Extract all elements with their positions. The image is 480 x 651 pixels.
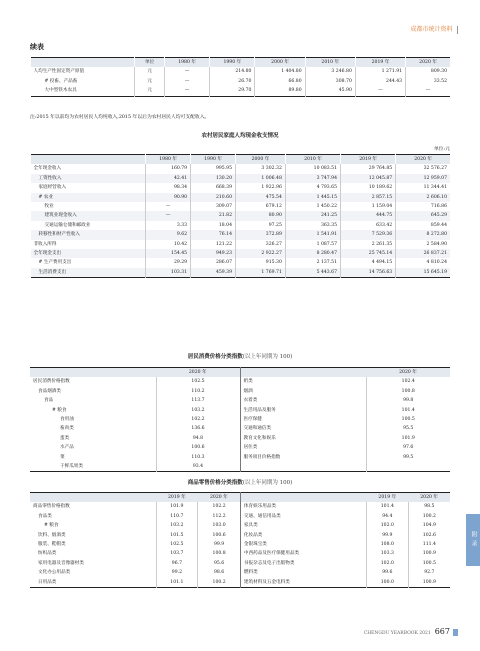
table-cell: 136.6 <box>156 424 240 433</box>
table-cell: 113.7 <box>156 396 240 405</box>
table-cell: 100.6 <box>156 443 240 452</box>
table-cell: — <box>146 211 191 220</box>
table-cell: 中西药品及医疗保健用品类 <box>240 549 366 558</box>
cpi-table <box>30 367 450 472</box>
header-cell: 2020 年 <box>408 493 450 503</box>
table-cell: 商品零售价格指数 <box>33 504 70 510</box>
table-cell: 3.33 <box>146 221 191 230</box>
table-cell: 3 747.94 <box>285 174 340 183</box>
table-cell: 人均生产性固定资产原值 <box>33 69 85 75</box>
table-cell: 2 606.10 <box>396 193 450 202</box>
header-cell <box>30 368 156 378</box>
table-cell: 160.79 <box>146 164 191 173</box>
table-cell: 98.5 <box>408 502 450 511</box>
fixed-assets-table <box>30 57 450 97</box>
table-cell: 2 137.51 <box>285 258 340 267</box>
appendix-side-tab: 附录 <box>466 514 480 566</box>
table-cell: 32 576.27 <box>396 164 450 173</box>
table-cell: 食品类 <box>38 513 52 519</box>
retail-title: 商品零售价格分类指数 <box>187 480 243 486</box>
table-row <box>31 230 451 239</box>
table-cell: 716.86 <box>396 202 450 211</box>
running-header <box>410 24 458 34</box>
table-row <box>30 559 450 568</box>
table-cell: 2 261.35 <box>341 240 396 249</box>
table-row <box>30 396 450 405</box>
table-cell: 生活用品及服务 <box>240 406 366 415</box>
table-cell: 牧业 <box>44 204 54 210</box>
table-cell: 97.6 <box>366 443 450 452</box>
table-cell: 94.8 <box>156 434 240 443</box>
table-row <box>31 77 451 86</box>
table-cell: 101.9 <box>366 434 450 443</box>
table-cell: 11 344.41 <box>396 183 450 192</box>
table-cell: 烟酒 <box>240 387 366 396</box>
header-cell: 2020 年 <box>366 368 450 378</box>
table-cell: 809.30 <box>406 67 450 76</box>
table-cell: 309.07 <box>191 202 236 211</box>
table-cell: 859.44 <box>396 221 450 230</box>
table-cell: 99.5 <box>366 453 450 462</box>
table-cell: 食品烟酒类 <box>38 388 61 394</box>
table-cell: 12 045.87 <box>341 174 396 183</box>
table-cell: 90.90 <box>146 193 191 202</box>
table-row <box>30 377 450 386</box>
table-cell: 110.7 <box>156 512 198 521</box>
table-row <box>30 568 450 577</box>
continued-title: 续表 <box>30 42 44 51</box>
cpi-subtitle: (以上年同期为 100) <box>242 354 293 360</box>
table-cell: 76.14 <box>191 230 236 239</box>
table-cell: 103.3 <box>366 549 408 558</box>
table-cell: 102.4 <box>366 377 450 386</box>
table-cell: 建筑业现金收入 <box>44 213 77 219</box>
footer-marker <box>453 629 458 636</box>
table-cell: 25 745.14 <box>341 249 396 258</box>
table-cell: 101.5 <box>156 531 198 540</box>
table-cell: 水产品 <box>60 445 74 451</box>
header-cell: 单位 <box>135 58 165 68</box>
table-cell: 元 <box>135 67 165 76</box>
table-row <box>31 258 451 267</box>
header-cell: 2000 年 <box>236 155 286 165</box>
table-cell: 全年现金收入 <box>33 166 62 172</box>
table-cell: — <box>406 86 450 96</box>
table-row <box>31 86 451 96</box>
table-cell: 45.90 <box>305 86 355 96</box>
table-cell: 100.9 <box>408 549 450 558</box>
table-cell: 98.34 <box>146 183 191 192</box>
section-title-cpi <box>0 352 480 360</box>
table-cell: 100.5 <box>366 415 450 424</box>
table-row <box>30 540 450 549</box>
header-cell: 2019 年 <box>341 155 396 165</box>
table-cell: 大中型铁木农具 <box>44 88 77 94</box>
table-cell: 95.6 <box>198 559 241 568</box>
table-cell: 112.2 <box>198 512 241 521</box>
table-cell: 4 793.65 <box>285 183 340 192</box>
table-row <box>30 462 450 472</box>
table-cell: 100.2 <box>198 578 241 588</box>
table-header-row <box>30 493 450 503</box>
table-cell: 679.12 <box>236 202 286 211</box>
table-row <box>30 406 450 415</box>
table-cell: 9.62 <box>146 230 191 239</box>
table-cell: 畜肉类 <box>60 426 74 432</box>
table-cell: 80.90 <box>236 211 286 220</box>
table-row <box>30 424 450 433</box>
table-cell: 奶类 <box>240 377 366 386</box>
table-row <box>31 174 451 183</box>
table-cell: 241.25 <box>285 211 340 220</box>
table-cell: 33.52 <box>406 77 450 86</box>
table-row <box>31 240 451 249</box>
table-cell: 2 922.27 <box>236 249 286 258</box>
table-cell: # 农业 <box>38 194 53 200</box>
table-cell: 103.2 <box>156 406 240 415</box>
table-row <box>31 164 451 173</box>
header-cell: 1980 年 <box>146 155 191 165</box>
table-cell: 29.70 <box>210 86 255 96</box>
table-row <box>30 443 450 452</box>
table-cell: 104.9 <box>408 521 450 530</box>
retail-subtitle: (以上年同期为 100) <box>242 480 293 486</box>
header-cell: 1980 年 <box>164 58 209 68</box>
table-cell: 蛋类 <box>60 435 70 441</box>
table-cell: 1 450.22 <box>285 202 340 211</box>
table-cell: 居住类 <box>240 443 366 452</box>
table-cell: 102.0 <box>366 521 408 530</box>
table-cell: 建筑材料及五金电料类 <box>240 578 366 588</box>
table-cell: 化妆品类 <box>240 531 366 540</box>
table-cell: 101.1 <box>156 578 198 588</box>
table-cell: 1 404.80 <box>255 67 305 76</box>
table-cell: 3 302.32 <box>236 164 286 173</box>
table-cell: 2 584.90 <box>396 240 450 249</box>
table-cell: 633.42 <box>341 221 396 230</box>
table-cell: 全年现金支出 <box>33 251 62 257</box>
table-cell: 15 645.19 <box>396 268 450 278</box>
table-cell: 110.3 <box>156 453 240 462</box>
table-cell: 服务项目价格指数 <box>240 453 366 462</box>
table-cell: 949.23 <box>191 249 236 258</box>
table-cell: 100.8 <box>198 549 241 558</box>
table-row <box>31 183 451 192</box>
table-cell: 1 271.91 <box>355 67 405 76</box>
table-cell: 交通、通信用品类 <box>240 512 366 521</box>
table-cell: 645.29 <box>396 211 450 220</box>
table-cell: — <box>164 77 209 86</box>
header-cell: 2020 年 <box>406 58 450 68</box>
table-cell: 教育文化和娱乐 <box>240 434 366 443</box>
table-cell: # 役畜、产品畜 <box>44 78 78 84</box>
table-cell: 101.4 <box>366 406 450 415</box>
table-cell: 8 280.47 <box>285 249 340 258</box>
table-cell: 日用品类 <box>38 579 57 585</box>
table-row <box>30 578 450 588</box>
table-row <box>30 521 450 530</box>
table-cell: 非收入所得 <box>33 241 57 247</box>
table-cell: 103.31 <box>146 268 191 278</box>
running-title: 成都市统计资料 <box>410 26 453 33</box>
table-cell: 444.75 <box>341 211 396 220</box>
table-cell: 转移性和财产性收入 <box>38 232 80 238</box>
table-cell <box>366 462 450 472</box>
unit-label: 单位:元 <box>433 147 450 152</box>
table-cell: 10.42 <box>146 240 191 249</box>
table-cell: 工资性收入 <box>38 175 62 181</box>
table-note: 注:2015 年以前均为农村居民人均纯收入,2015 年以后为农村居民人均可支配收入。 <box>30 115 210 120</box>
table-row <box>31 268 451 278</box>
table-cell: 1 922.96 <box>236 183 286 192</box>
cash-income-table <box>30 154 450 278</box>
table-cell: 308.70 <box>305 77 355 86</box>
table-cell: 108.0 <box>366 540 408 549</box>
table-cell: # 粮食 <box>44 523 59 529</box>
table-cell: 99.6 <box>366 568 408 577</box>
header-cell: 2020 年 <box>198 493 241 503</box>
header-cell: 1990 年 <box>210 58 255 68</box>
table-cell: 纺织品类 <box>38 551 57 557</box>
table-cell: 326.27 <box>236 240 286 249</box>
header-cell: 2020 年 <box>156 368 240 378</box>
table-cell: 363.35 <box>285 221 340 230</box>
table-cell: 18.04 <box>191 221 236 230</box>
table-cell: 475.54 <box>236 193 286 202</box>
table-cell: 100.2 <box>408 512 450 521</box>
header-cell: 1990 年 <box>191 155 236 165</box>
table-row <box>31 193 451 202</box>
table-cell: 服装、鞋帽类 <box>38 542 66 548</box>
table-cell: 金银珠宝类 <box>240 540 366 549</box>
cpi-title: 居民消费价格分类指数 <box>187 354 243 360</box>
table-cell: 1 087.57 <box>285 240 340 249</box>
table-cell: 生活消费支出 <box>38 269 67 275</box>
table-cell: 食用油 <box>60 417 74 423</box>
table-cell: # 粮食 <box>52 407 67 413</box>
header-cell <box>240 493 366 503</box>
table-row <box>30 512 450 521</box>
table-cell: 100.0 <box>366 578 408 588</box>
table-cell: 102.0 <box>366 559 408 568</box>
table-cell: 915.30 <box>236 258 286 267</box>
table-cell: 98.6 <box>198 568 241 577</box>
table-cell: 家庭经营收入 <box>38 185 67 191</box>
page-number: 667 <box>434 627 450 636</box>
table-cell: 10 189.62 <box>341 183 396 192</box>
table-cell: 体育娱乐用品类 <box>240 502 366 511</box>
table-cell: 26.70 <box>210 77 255 86</box>
table-cell: 89.80 <box>255 86 305 96</box>
table-row <box>31 67 451 76</box>
table-row <box>31 249 451 258</box>
table-cell: 154.45 <box>146 249 191 258</box>
table-row <box>31 221 451 230</box>
header-cell <box>240 368 366 378</box>
header-cell: 2019 年 <box>355 58 405 68</box>
table-cell: 94.4 <box>366 512 408 521</box>
header-cell: 2010 年 <box>305 58 355 68</box>
table-cell: 家具类 <box>240 521 366 530</box>
table-row <box>30 387 450 396</box>
table-cell: 102.2 <box>198 502 241 511</box>
table-row <box>31 202 451 211</box>
table-cell: 210.60 <box>191 193 236 202</box>
header-cell <box>31 58 135 68</box>
page-footer <box>364 627 458 636</box>
footer-book: CHENGDU YEARBOOK 2021 <box>363 631 431 636</box>
table-cell: 99.9 <box>366 531 408 540</box>
table-header-row <box>31 155 451 165</box>
table-cell: — <box>146 202 191 211</box>
table-cell: 995.95 <box>191 164 236 173</box>
header-cell <box>31 155 146 165</box>
table-cell: 102.6 <box>408 531 450 540</box>
header-cell: 2000 年 <box>255 58 305 68</box>
table-header-row <box>30 368 450 378</box>
table-cell: 102.5 <box>156 540 198 549</box>
table-cell: 286.07 <box>191 258 236 267</box>
table-cell: 102.2 <box>156 415 240 424</box>
table-cell: 99.8 <box>366 396 450 405</box>
table-cell: 100.6 <box>198 531 241 540</box>
table-cell: 12 959.07 <box>396 174 450 183</box>
table-row <box>31 211 451 220</box>
table-cell: 2 857.15 <box>341 193 396 202</box>
header-cell <box>30 493 156 503</box>
table-cell: — <box>164 67 209 76</box>
table-cell: 110.2 <box>156 387 240 396</box>
table-cell: 372.89 <box>236 230 286 239</box>
table-cell: 燃料类 <box>240 568 366 577</box>
table-row <box>30 531 450 540</box>
table-cell: 10 083.51 <box>285 164 340 173</box>
table-cell: 103.0 <box>198 521 241 530</box>
table-cell: 元 <box>135 77 165 86</box>
table-cell: 1 159.04 <box>341 202 396 211</box>
table-cell: 元 <box>135 86 165 96</box>
table-cell: 衣着类 <box>240 396 366 405</box>
table-cell <box>240 462 366 472</box>
table-cell: 家用电器及音像器材类 <box>38 560 84 566</box>
table-cell: 1 769.71 <box>236 268 286 278</box>
header-cell: 2019 年 <box>366 493 408 503</box>
table-cell: 4 810.24 <box>396 258 450 267</box>
table-cell: 1 006.48 <box>236 174 286 183</box>
table-row <box>30 415 450 424</box>
table-cell: 1 541.91 <box>285 230 340 239</box>
table-cell: 103.7 <box>156 549 198 558</box>
table-cell: 文化办公用品类 <box>38 570 71 576</box>
table-header-row <box>31 58 451 68</box>
table-cell: 29.29 <box>146 258 191 267</box>
table-cell: 14 756.63 <box>341 268 396 278</box>
table-cell: 29 764.85 <box>341 164 396 173</box>
table-cell: 92.7 <box>408 568 450 577</box>
table-cell: 101.9 <box>156 502 198 511</box>
table-cell: 101.4 <box>366 502 408 511</box>
table-row <box>30 549 450 558</box>
header-cell: 2020 年 <box>396 155 450 165</box>
table-cell: 668.39 <box>191 183 236 192</box>
table-cell: 99.9 <box>198 540 241 549</box>
table-cell: 214.80 <box>210 67 255 76</box>
table-cell: 干鲜瓜果类 <box>60 464 83 470</box>
table-row <box>30 453 450 462</box>
table-cell: 21.82 <box>191 211 236 220</box>
table-cell: 111.4 <box>408 540 450 549</box>
table-cell: 7 529.36 <box>341 230 396 239</box>
table-cell: 100.5 <box>408 559 450 568</box>
table-cell: 菜 <box>60 454 65 460</box>
table-cell: 97.25 <box>236 221 286 230</box>
table-row <box>30 434 450 443</box>
table-cell: 饮料、烟酒类 <box>38 532 66 538</box>
table-cell: 103.2 <box>156 521 198 530</box>
table-cell: 食品 <box>44 398 54 404</box>
table-cell: 459.39 <box>191 268 236 278</box>
table-cell: 93.4 <box>156 462 240 472</box>
table-cell: 交通和通信类 <box>240 424 366 433</box>
header-cell: 2019 年 <box>156 493 198 503</box>
table-cell: 8 272.80 <box>396 230 450 239</box>
table-cell: 102.5 <box>156 377 240 386</box>
table-cell: 交通运输仓储和邮政业 <box>44 222 91 228</box>
table-cell: 42.41 <box>146 174 191 183</box>
table-cell: 3 246.80 <box>305 67 355 76</box>
table-cell: 95.5 <box>366 424 450 433</box>
section-title-cash: 农村居民家庭人均现金收支情况 <box>201 133 279 139</box>
table-cell: # 生产费用支出 <box>38 260 72 266</box>
table-cell: — <box>355 86 405 96</box>
table-cell: 130.20 <box>191 174 236 183</box>
table-cell: 99.2 <box>156 568 198 577</box>
table-cell: — <box>164 86 209 96</box>
table-row <box>30 502 450 511</box>
table-cell: 66.80 <box>255 77 305 86</box>
section-title-retail <box>0 478 480 486</box>
table-cell: 1 445.15 <box>285 193 340 202</box>
table-cell: 121.22 <box>191 240 236 249</box>
table-cell: 居民消费价格指数 <box>33 379 70 385</box>
header-divider <box>457 26 459 34</box>
table-cell: 96.7 <box>156 559 198 568</box>
table-cell: 244.43 <box>355 77 405 86</box>
header-cell: 2010 年 <box>285 155 340 165</box>
table-cell: 26 837.21 <box>396 249 450 258</box>
table-cell: 医疗保健 <box>240 415 366 424</box>
table-cell: 100.9 <box>408 578 450 588</box>
table-cell: 5 443.67 <box>285 268 340 278</box>
table-cell: 100.8 <box>366 387 450 396</box>
table-cell: 4 494.15 <box>341 258 396 267</box>
retail-price-table <box>30 492 450 588</box>
table-cell: 书报杂志及电子出版物类 <box>240 559 366 568</box>
